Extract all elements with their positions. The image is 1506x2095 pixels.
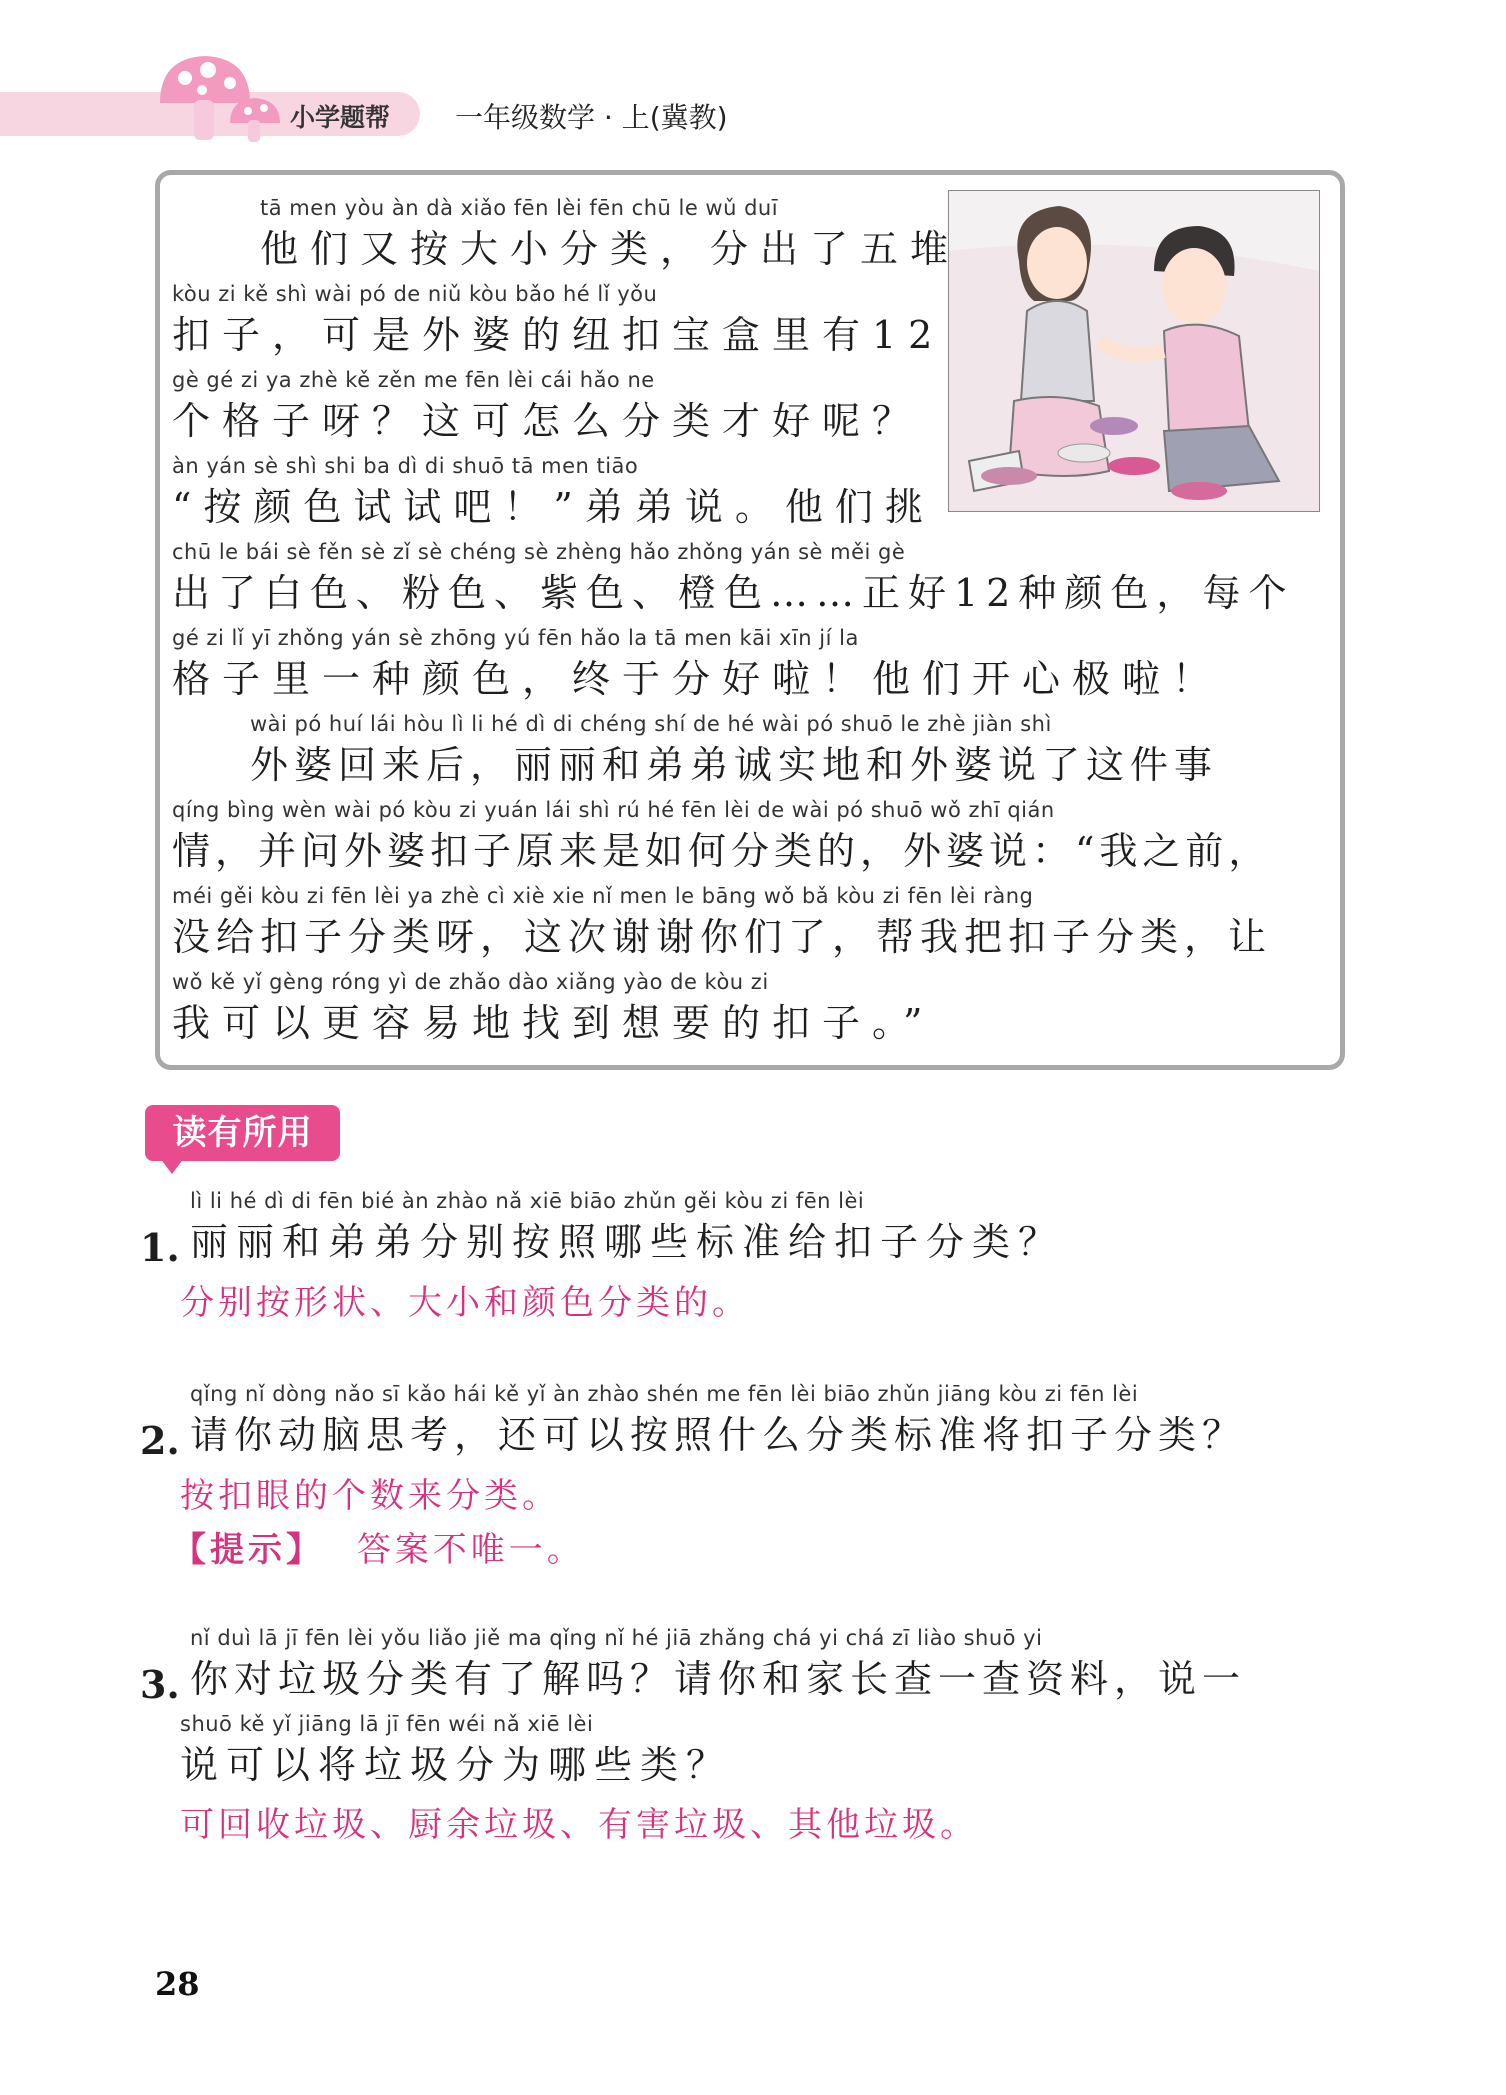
hanzi: 扣子，可是外婆的纽扣宝盒里有12 [172, 313, 945, 357]
question-2 [190, 1378, 1246, 1464]
pinyin: méi gěi kòu zi fēn lèi ya zhè cì xiè xie nǐ men le bāng wǒ bǎ kòu zi fēn lèi ràng [172, 884, 1034, 908]
story-line-9 [172, 880, 1272, 966]
pinyin: lì li hé dì di fēn bié àn zhào nǎ xiē biāo zhǔn gěi kòu zi fēn lèi [190, 1189, 865, 1213]
pinyin: gé zi lǐ yī zhǒng yán sè zhōng yú fēn hǎo la tā men kāi xīn jí la [172, 626, 859, 650]
hanzi: 出了白色、粉色、紫色、橙色……正好12种颜色，每个 [172, 571, 1295, 615]
question-3-number: 3. [140, 1662, 180, 1707]
hanzi: 外婆回来后，丽丽和弟弟诚实地和外婆说了这件事 [250, 743, 1219, 787]
question-3-text-cont: 说可以将垃圾分为哪些类？ [180, 1743, 733, 1787]
hanzi: “按颜色试试吧！”弟弟说。他们挑 [172, 485, 935, 529]
hint-text: 答案不唯一。 [356, 1530, 585, 1570]
story-line-6 [172, 622, 1222, 708]
story-line-7 [250, 708, 1218, 794]
pinyin: kòu zi kě shì wài pó de niǔ kòu bǎo hé lǐ yǒu [172, 282, 658, 306]
pinyin: shuō kě yǐ jiāng lā jī fēn wéi nǎ xiē lèi [180, 1712, 594, 1736]
story-line-1 [260, 192, 960, 278]
question-2-number: 2. [140, 1418, 180, 1463]
question-3-text: 你对垃圾分类有了解吗？请你和家长查一查资料，说一 [190, 1657, 1247, 1701]
pinyin: àn yán sè shì shi ba dì di shuō tā men tiāo [172, 454, 639, 478]
book-title: 一年级数学 · 上(冀教) [455, 101, 728, 134]
question-1-number: 1. [140, 1225, 180, 1270]
pinyin: wài pó huí lái hòu lì li hé dì di chéng shí de hé wài pó shuō le zhè jiàn shì [250, 712, 1052, 736]
story-line-10 [172, 966, 934, 1052]
pinyin: gè gé zi ya zhè kě zěn me fēn lèi cái hǎo ne [172, 368, 655, 392]
question-1-text: 丽丽和弟弟分别按照哪些标准给扣子分类？ [190, 1220, 1065, 1264]
hanzi: 个格子呀？这可怎么分类才好呢？ [172, 399, 923, 443]
hanzi: 情，并问外婆扣子原来是如何分类的，外婆说：“我之前， [172, 829, 1272, 873]
story-line-2 [172, 278, 944, 364]
pinyin: qǐng nǐ dòng nǎo sī kǎo hái kě yǐ àn zhào shén me fēn lèi biāo zhǔn jiāng kòu zi fēn lèi [190, 1382, 1139, 1406]
story-line-3 [172, 364, 922, 450]
question-1-answer: 分别按形状、大小和颜色分类的。 [180, 1283, 750, 1323]
hanzi: 没给扣子分类呀，这次谢谢你们了，帮我把扣子分类，让 [172, 915, 1273, 959]
story-line-5 [172, 536, 1294, 622]
question-2-hint [172, 1522, 585, 1571]
question-3-line-1 [190, 1622, 1246, 1708]
brand-title: 小学题帮 [290, 103, 391, 132]
mushroom-logo-icon [150, 48, 290, 148]
hanzi: 他们又按大小分类，分出了五堆 [260, 227, 961, 271]
story-line-8 [172, 794, 1271, 880]
hanzi: 我可以更容易地找到想要的扣子。” [172, 1001, 935, 1045]
question-2-text: 请你动脑思考，还可以按照什么分类标准将扣子分类？ [190, 1413, 1247, 1457]
pinyin: nǐ duì lā jī fēn lèi yǒu liǎo jiě ma qǐng nǐ hé jiā zhǎng chá yi chá zī liào shuō yi [190, 1626, 1043, 1650]
question-3-answer: 可回收垃圾、厨余垃圾、有害垃圾、其他垃圾。 [180, 1805, 978, 1845]
question-3-line-2 [180, 1708, 732, 1794]
pinyin: qíng bìng wèn wài pó kòu zi yuán lái shì rú hé fēn lèi de wài pó shuō wǒ zhī qián [172, 798, 1055, 822]
question-1 [190, 1185, 1064, 1271]
hanzi: 格子里一种颜色，终于分好啦！他们开心极啦！ [172, 657, 1223, 701]
section-label: 读有所用 [145, 1105, 340, 1161]
pinyin: chū le bái sè fěn sè zǐ sè chéng sè zhèng hǎo zhǒng yán sè měi gè [172, 540, 906, 564]
section-label-tail [160, 1158, 184, 1174]
page-number: 28 [155, 1965, 200, 2003]
hint-label: 【提示】 [172, 1530, 324, 1570]
story-line-4 [172, 450, 935, 536]
pinyin: wǒ kě yǐ gèng róng yì de zhǎo dào xiǎng yào de kòu zi [172, 970, 769, 994]
pinyin: tā men yòu àn dà xiǎo fēn lèi fēn chū le wǔ duī [260, 196, 779, 220]
question-2-answer: 按扣眼的个数来分类。 [180, 1476, 560, 1516]
story-illustration [948, 190, 1320, 512]
children-sorting-buttons-image [949, 191, 1319, 511]
